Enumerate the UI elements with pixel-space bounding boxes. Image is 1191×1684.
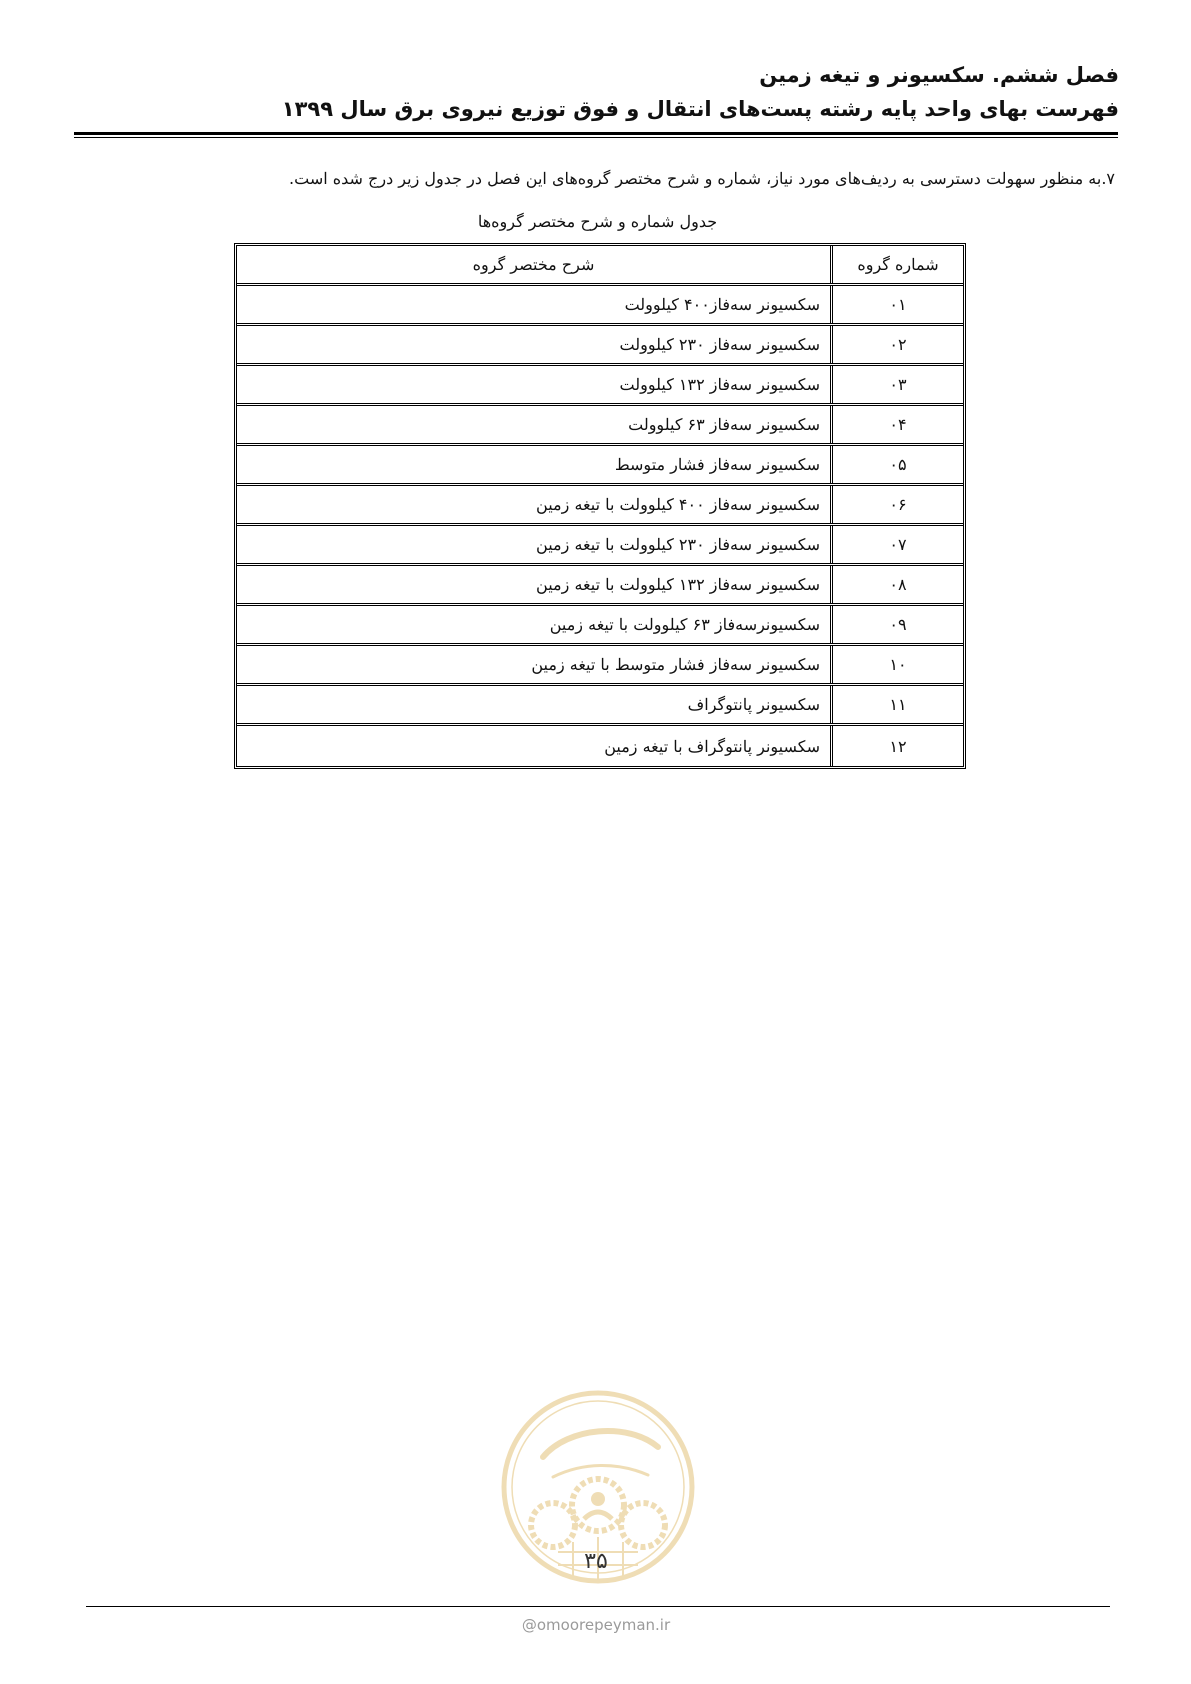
table-row: [237, 486, 963, 526]
page-number: ۳۵: [584, 1549, 608, 1574]
table-header-row: [237, 246, 963, 286]
group-number-cell: ۰۲: [830, 326, 963, 363]
footer-rule: [86, 1606, 1110, 1607]
table-row: [237, 686, 963, 726]
header-group-description: شرح مختصر گروه: [472, 255, 595, 274]
table-row: [237, 646, 963, 686]
group-number-cell: ۰۱: [830, 286, 963, 323]
header-rule-thin: [74, 137, 1118, 138]
chapter-title: فصل ششم. سکسیونر و تیغه زمین: [759, 63, 1119, 87]
table-row: [237, 406, 963, 446]
table-row: [237, 446, 963, 486]
table-row: [237, 286, 963, 326]
group-number-cell: ۱۲: [830, 726, 963, 766]
page-header: [69, 58, 1119, 126]
header-group-number: شماره گروه: [830, 246, 963, 283]
intro-paragraph: ۷.به منظور سهولت دسترسی به ردیف‌های مورد نیاز، شماره و شرح مختصر گروه‌های این فصل در جدول زیر درج شده است.: [289, 169, 1115, 188]
group-number-cell: ۱۰: [830, 646, 963, 683]
group-description-cell: سکسیونر سه‌فاز ۲۳۰ کیلوولت: [619, 335, 820, 354]
group-description-cell: سکسیونرسه‌فاز ۶۳ کیلوولت با تیغه زمین: [549, 615, 820, 634]
group-number-cell: ۰۴: [830, 406, 963, 443]
group-description-cell: سکسیونر سه‌فاز ۶۳ کیلوولت: [628, 415, 820, 434]
group-description-cell: سکسیونر سه‌فاز ۴۰۰ کیلوولت با تیغه زمین: [536, 495, 820, 514]
group-number-cell: ۱۱: [830, 686, 963, 723]
table-row: [237, 366, 963, 406]
group-number-cell: ۰۷: [830, 526, 963, 563]
group-description-cell: سکسیونر سه‌فاز ۱۳۲ کیلوولت: [619, 375, 820, 394]
table-row: [237, 726, 963, 766]
group-description-cell: سکسیونر سه‌فاز۴۰۰ کیلوولت: [624, 295, 820, 314]
group-description-cell: سکسیونر سه‌فاز فشار متوسط: [614, 455, 820, 474]
group-description-cell: سکسیونر پانتوگراف: [687, 695, 820, 714]
group-number-cell: ۰۹: [830, 606, 963, 643]
group-description-cell: سکسیونر پانتوگراف با تیغه زمین: [604, 736, 820, 756]
group-number-cell: ۰۸: [830, 566, 963, 603]
group-number-cell: ۰۵: [830, 446, 963, 483]
table-row: [237, 566, 963, 606]
site-watermark-text: @omoorepeyman.ir: [521, 1616, 671, 1634]
table-row: [237, 526, 963, 566]
table-row: [237, 606, 963, 646]
groups-table: [234, 243, 966, 769]
document-title: فهرست بهای واحد پایه رشته پست‌های انتقال و فوق توزیع نیروی برق سال ۱۳۹۹: [281, 97, 1119, 121]
group-number-cell: ۰۳: [830, 366, 963, 403]
table-caption: جدول شماره و شرح مختصر گروه‌ها: [477, 212, 718, 231]
group-number-cell: ۰۶: [830, 486, 963, 523]
group-description-cell: سکسیونر سه‌فاز فشار متوسط با تیغه زمین: [531, 655, 820, 674]
group-description-cell: سکسیونر سه‌فاز ۲۳۰ کیلوولت با تیغه زمین: [536, 535, 820, 554]
group-description-cell: سکسیونر سه‌فاز ۱۳۲ کیلوولت با تیغه زمین: [536, 575, 820, 594]
table-row: [237, 326, 963, 366]
header-rule-thick: [74, 132, 1118, 135]
